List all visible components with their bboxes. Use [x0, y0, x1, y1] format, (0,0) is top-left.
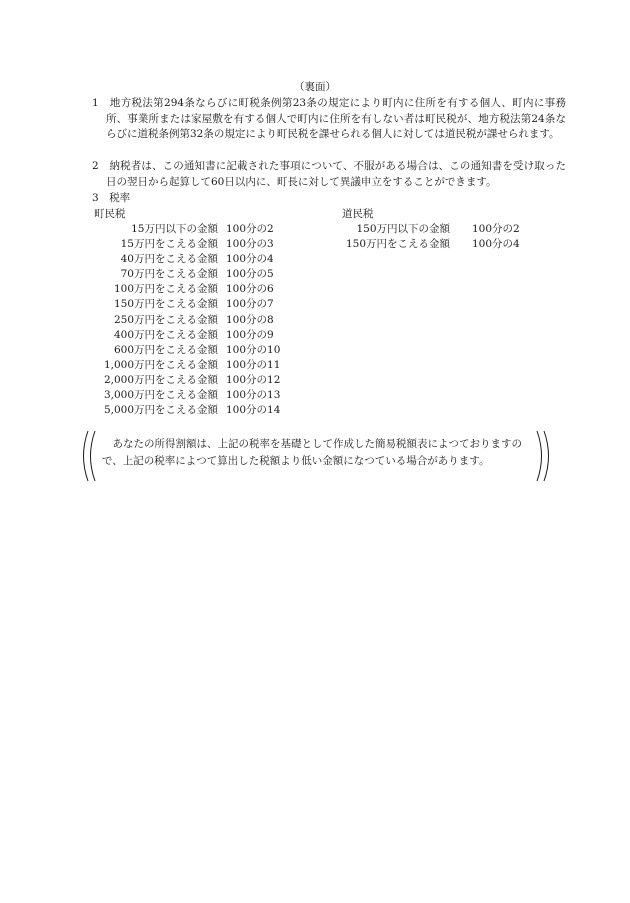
item-1: [92, 96, 566, 143]
item-number: 2: [92, 160, 99, 172]
rate-amount: 100万円をこえる金額: [113, 283, 218, 296]
right-double-bracket-icon: [534, 430, 554, 482]
rate-row: [340, 237, 520, 252]
item-number: 3: [92, 192, 99, 204]
rate-amount: 250万円をこえる金額: [113, 313, 218, 326]
rate-value: 100分の9: [226, 328, 274, 341]
rate-amount: 150万円以下の金額: [356, 223, 450, 235]
rate-value: 100分の4: [472, 238, 520, 251]
rate-amount: 40万円をこえる金額: [120, 253, 218, 266]
rate-amount: 3,000万円をこえる金額: [103, 389, 218, 402]
rate-value: 100分の7: [226, 298, 274, 311]
rate-row: [100, 358, 280, 373]
rate-row: [340, 222, 520, 237]
item-text: 納税者は、この通知書に記載された事項について、不服がある場合は、この通知書を受け取った日の翌日から起算して60日以内に、町長に対して異議申立をすることができます。: [106, 160, 567, 188]
rate-value: 100分の10: [226, 343, 281, 356]
rate-row: [100, 237, 280, 252]
pref-tax-rate-table: [340, 222, 520, 252]
rate-row: [100, 328, 280, 343]
rate-row: [100, 252, 280, 267]
rate-value: 100分の14: [226, 404, 281, 417]
rate-amount: 150万円をこえる金額: [345, 238, 450, 251]
rate-amount: 15万円以下の金額: [131, 223, 218, 235]
note-box: [78, 430, 554, 482]
rate-value: 100分の2: [226, 223, 274, 235]
rate-amount: 5,000万円をこえる金額: [103, 404, 218, 417]
town-tax-rate-table: [100, 222, 280, 418]
note-text: あなたの所得割額は、上記の税率を基礎として作成した簡易税額表によつておりますので、上記の税率によつて算出した税額より低い金額になつている場合があります。: [102, 438, 522, 467]
rate-value: 100分の13: [226, 389, 281, 402]
rate-row: [100, 343, 280, 358]
item-number: 1: [92, 97, 99, 109]
item-3: [92, 191, 566, 207]
rate-value: 100分の11: [226, 358, 281, 371]
rate-amount: 15万円をこえる金額: [120, 238, 218, 251]
rate-amount: 150万円をこえる金額: [113, 298, 218, 311]
rate-amount: 2,000万円をこえる金額: [103, 373, 218, 386]
pref-tax-heading: 道民税: [342, 208, 374, 220]
rate-row: [100, 282, 280, 297]
item-text: 税率: [109, 192, 131, 204]
rate-value: 100分の6: [226, 283, 274, 296]
left-double-bracket-icon: [78, 430, 98, 482]
rate-row: [100, 313, 280, 328]
rate-value: 100分の3: [226, 238, 274, 251]
rate-row: [100, 373, 280, 388]
rate-row: [100, 222, 280, 237]
rate-row: [100, 267, 280, 282]
rate-value: 100分の2: [472, 223, 520, 235]
rate-row: [100, 388, 280, 403]
rate-value: 100分の8: [226, 313, 274, 326]
rate-amount: 400万円をこえる金額: [113, 328, 218, 341]
rate-value: 100分の12: [226, 373, 281, 386]
rate-row: [100, 297, 280, 312]
page-heading: （裏面）: [294, 81, 336, 93]
item-2: [92, 159, 566, 190]
rate-value: 100分の5: [226, 268, 274, 281]
rate-value: 100分の4: [226, 253, 274, 266]
rate-amount: 1,000万円をこえる金額: [103, 358, 218, 371]
rate-amount: 600万円をこえる金額: [113, 343, 218, 356]
rate-amount: 70万円をこえる金額: [120, 268, 218, 281]
rate-row: [100, 403, 280, 418]
town-tax-heading: 町民税: [94, 208, 126, 220]
item-text: 地方税法第294条ならびに町税条例第23条の規定により町内に住所を有する個人、町内に事務所、事業所または家屋敷を有する個人で町内に住所を有しない者は町民税が、地方税法第24条ならびに道税条例第32条の規定により町民税を課せられる個人に対しては道民税が課せられます。: [106, 97, 567, 140]
